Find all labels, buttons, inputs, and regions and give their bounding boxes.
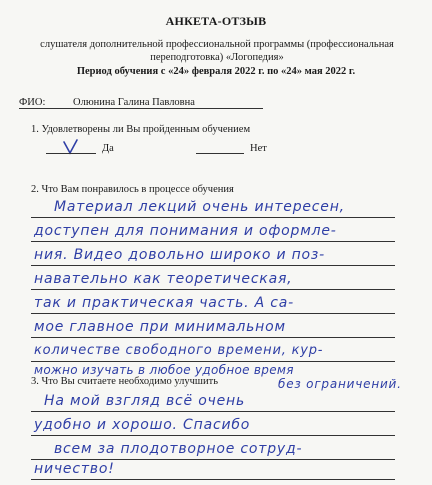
answer-3-rule: [31, 435, 395, 436]
answer-2-rule: [31, 361, 395, 362]
fio-value: Олюнина Галина Павловна: [73, 97, 195, 108]
answer-2-line-8: можно изучать в любое удобное время: [34, 363, 294, 377]
answer-3-line-4: ничество!: [34, 461, 115, 477]
answer-2-rule: [31, 265, 395, 266]
answer-3-line-2: удобно и хорошо. Спасибо: [34, 417, 251, 433]
answer-2-line-1: Материал лекций очень интересен,: [54, 199, 345, 215]
answer-3-rule: [31, 479, 395, 480]
question-3: 3. Что Вы считаете необходимо улучшить: [31, 376, 218, 387]
form-subtitle: слушателя дополнительной профессиональной программы (профессиональная переподготовка) «Логопедия»: [40, 39, 394, 63]
answer-2-line-6: мое главное при минимальном: [34, 319, 286, 335]
answer-3-line-1: На мой взгляд всё очень: [44, 393, 246, 409]
study-period: Период обучения с «24» февраля 2022 г. по «24» мая 2022 г.: [76, 66, 356, 77]
answer-2-line-4: навательно как теоретическая,: [34, 271, 293, 287]
option-yes-label: Да: [102, 143, 114, 154]
answer-2-line-7: количестве свободного времени, кур-: [34, 343, 324, 358]
form-title: АНКЕТА-ОТЗЫВ: [165, 14, 267, 28]
answer-3-rule: [31, 411, 395, 412]
yes-answer-line[interactable]: [46, 153, 96, 154]
answer-2-line-9: без ограничений.: [278, 377, 402, 391]
answer-2-line-2: доступен для понимания и оформле-: [34, 223, 337, 239]
answer-2-rule: [31, 289, 395, 290]
answer-2-rule: [31, 337, 395, 338]
question-2: 2. Что Вам понравилось в процессе обучения: [31, 184, 234, 195]
answer-2-line-3: ния. Видео довольно широко и поз-: [34, 247, 326, 263]
answer-2-line-5: так и практическая часть. А са-: [34, 295, 295, 311]
option-no-label: Нет: [250, 143, 267, 154]
fio-underline: [19, 108, 263, 109]
answer-2-rule: [31, 241, 395, 242]
question-1: 1. Удовлетворены ли Вы пройденным обучением: [31, 124, 251, 135]
answer-2-rule: [31, 217, 395, 218]
fio-label: ФИО:: [19, 97, 46, 108]
answer-3-line-3: всем за плодотворное сотруд-: [54, 441, 303, 457]
answer-3-rule: [31, 459, 395, 460]
no-answer-line[interactable]: [196, 153, 244, 154]
answer-2-rule: [31, 313, 395, 314]
